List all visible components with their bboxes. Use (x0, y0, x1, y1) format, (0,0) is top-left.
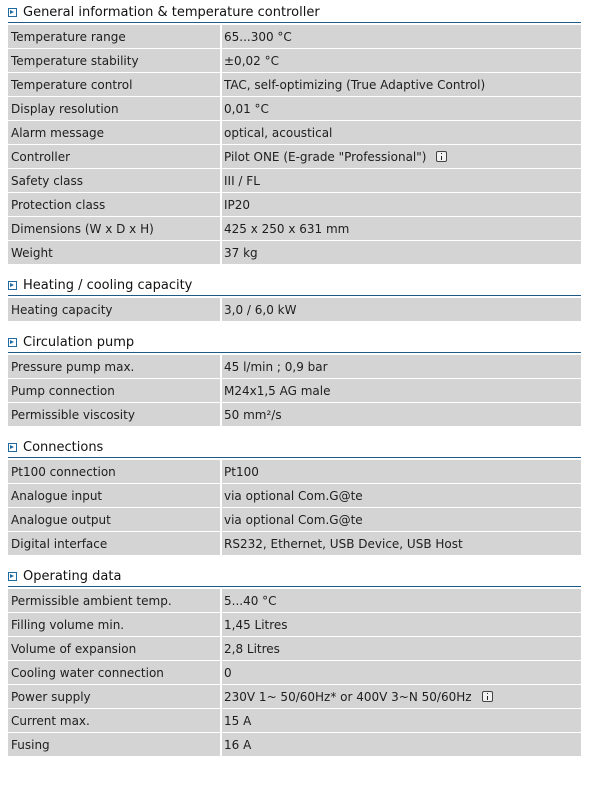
spec-value-cell (222, 508, 581, 531)
section-header (8, 0, 581, 23)
spec-label: Temperature stability (8, 49, 222, 72)
spec-row (8, 484, 581, 507)
spec-label: Safety class (8, 169, 222, 192)
spec-row (8, 709, 581, 732)
spec-value: 425 x 250 x 631 mm (224, 221, 350, 236)
spec-value: Pilot ONE (E-grade "Professional") (224, 149, 427, 164)
spec-label: Power supply (8, 685, 222, 708)
spec-row (8, 121, 581, 144)
spec-value: 5...40 °C (224, 593, 277, 608)
spec-value-cell (222, 241, 581, 264)
spec-value: RS232, Ethernet, USB Device, USB Host (224, 536, 463, 551)
section-title: Operating data (23, 569, 122, 584)
spec-value: M24x1,5 AG male (224, 383, 331, 398)
spec-value: 2,8 Litres (224, 641, 280, 656)
spec-row (8, 241, 581, 264)
section-arrow-icon[interactable] (8, 338, 17, 347)
spec-value-cell (222, 613, 581, 636)
spec-label: Display resolution (8, 97, 222, 120)
section-title: Connections (23, 440, 104, 455)
spec-table (8, 24, 581, 265)
spec-row (8, 49, 581, 72)
spec-label: Permissible viscosity (8, 403, 222, 426)
spec-label: Digital interface (8, 532, 222, 555)
spec-value-cell (222, 298, 581, 321)
spec-value-cell (222, 73, 581, 96)
spec-label: Controller (8, 145, 222, 168)
spec-value: Pt100 (224, 464, 259, 479)
spec-label: Alarm message (8, 121, 222, 144)
spec-value-cell (222, 49, 581, 72)
section-header (8, 564, 581, 587)
spec-value-cell (222, 379, 581, 402)
spec-value: via optional Com.G@te (224, 512, 363, 527)
spec-value-cell (222, 733, 581, 756)
spec-label: Analogue output (8, 508, 222, 531)
section-arrow-icon[interactable] (8, 572, 17, 581)
spec-label: Current max. (8, 709, 222, 732)
spec-value: 15 A (224, 713, 252, 728)
spec-value-cell (222, 484, 581, 507)
section-title: General information & temperature controller (23, 5, 320, 20)
spec-value-cell (222, 685, 581, 708)
spec-value-cell (222, 97, 581, 120)
spec-row (8, 403, 581, 426)
section-title: Heating / cooling capacity (23, 278, 193, 293)
spec-row (8, 379, 581, 402)
info-icon[interactable] (482, 691, 493, 702)
spec-table (8, 297, 581, 322)
spec-label: Fusing (8, 733, 222, 756)
section-header (8, 435, 581, 458)
spec-value-cell (222, 589, 581, 612)
spec-value-cell (222, 709, 581, 732)
spec-row (8, 145, 581, 168)
section-header (8, 330, 581, 353)
spec-value: 16 A (224, 737, 252, 752)
spec-table (8, 459, 581, 556)
spec-value-cell (222, 355, 581, 378)
spec-row (8, 355, 581, 378)
spec-label: Temperature control (8, 73, 222, 96)
spec-row (8, 637, 581, 660)
spec-value: ±0,02 °C (224, 53, 279, 68)
spec-label: Protection class (8, 193, 222, 216)
spec-label: Temperature range (8, 25, 222, 48)
spec-row (8, 97, 581, 120)
spec-value: 1,45 Litres (224, 617, 288, 632)
spec-row (8, 508, 581, 531)
spec-row (8, 193, 581, 216)
spec-row (8, 298, 581, 321)
spec-table (8, 588, 581, 757)
spec-row (8, 25, 581, 48)
spec-value-cell (222, 25, 581, 48)
spec-label: Pump connection (8, 379, 222, 402)
spec-value: optical, acoustical (224, 125, 333, 140)
section-arrow-icon[interactable] (8, 8, 17, 17)
spec-value-cell (222, 169, 581, 192)
spec-label: Permissible ambient temp. (8, 589, 222, 612)
spec-row (8, 685, 581, 708)
spec-label: Filling volume min. (8, 613, 222, 636)
spec-value-cell (222, 637, 581, 660)
spec-value: 45 l/min ; 0,9 bar (224, 359, 328, 374)
spec-value-cell (222, 532, 581, 555)
spec-row (8, 589, 581, 612)
spec-value: 50 mm²/s (224, 407, 282, 422)
spec-value: IP20 (224, 197, 251, 212)
spec-row (8, 733, 581, 756)
spec-value: III / FL (224, 173, 260, 188)
section-arrow-icon[interactable] (8, 281, 17, 290)
spec-row (8, 217, 581, 240)
spec-row (8, 613, 581, 636)
spec-label: Heating capacity (8, 298, 222, 321)
spec-value-cell (222, 460, 581, 483)
spec-label: Analogue input (8, 484, 222, 507)
spec-table (8, 354, 581, 427)
spec-value: 0 (224, 665, 232, 680)
spec-label: Pressure pump max. (8, 355, 222, 378)
spec-value: via optional Com.G@te (224, 488, 363, 503)
info-icon[interactable] (436, 151, 447, 162)
spec-value-cell (222, 403, 581, 426)
spec-value-cell (222, 193, 581, 216)
spec-value-cell (222, 145, 581, 168)
spec-label: Weight (8, 241, 222, 264)
spec-value-cell (222, 121, 581, 144)
section-header (8, 273, 581, 296)
spec-value: 0,01 °C (224, 101, 269, 116)
spec-label: Pt100 connection (8, 460, 222, 483)
spec-label: Volume of expansion (8, 637, 222, 660)
spec-label: Dimensions (W x D x H) (8, 217, 222, 240)
spec-value: 3,0 / 6,0 kW (224, 302, 297, 317)
spec-row (8, 532, 581, 555)
spec-value: 230V 1~ 50/60Hz* or 400V 3~N 50/60Hz (224, 689, 472, 704)
spec-row (8, 661, 581, 684)
spec-value: TAC, self-optimizing (True Adaptive Control) (224, 77, 486, 92)
spec-row (8, 73, 581, 96)
spec-row (8, 460, 581, 483)
section-arrow-icon[interactable] (8, 443, 17, 452)
spec-label: Cooling water connection (8, 661, 222, 684)
spec-value-cell (222, 217, 581, 240)
spec-value-cell (222, 661, 581, 684)
section-title: Circulation pump (23, 335, 135, 350)
spec-value: 37 kg (224, 245, 258, 260)
spec-value: 65...300 °C (224, 29, 292, 44)
spec-row (8, 169, 581, 192)
